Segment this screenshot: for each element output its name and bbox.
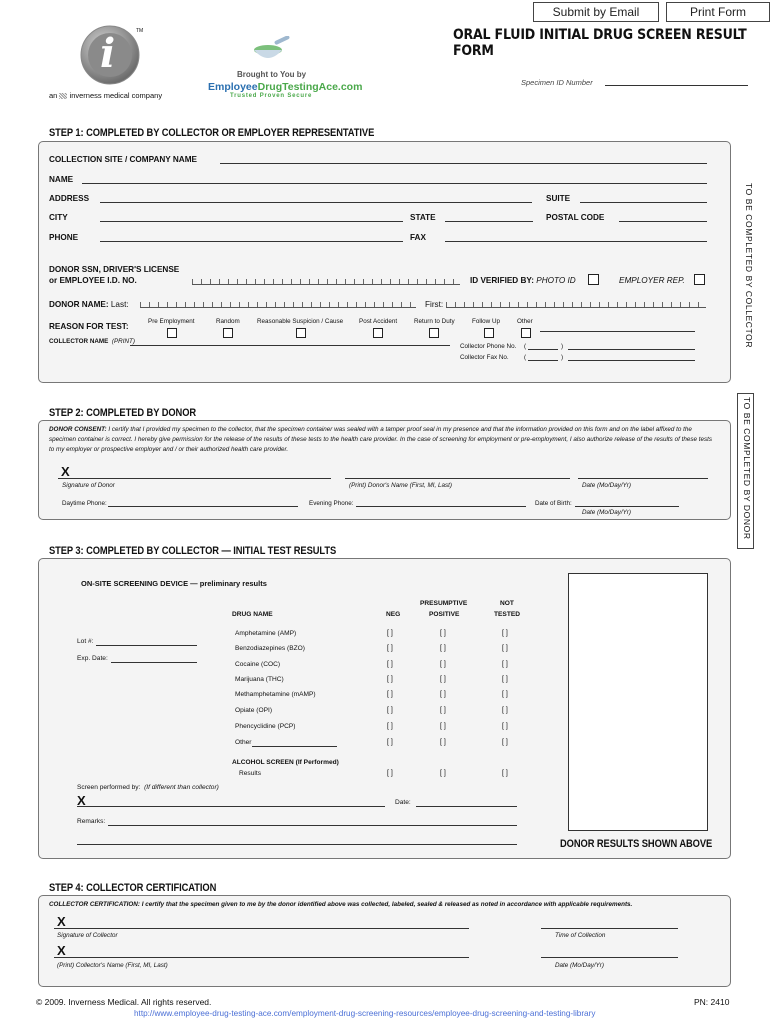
donor-name-label — [49, 300, 129, 309]
reason-random-label: Random — [216, 318, 240, 325]
alcohol-pos-checkbox[interactable]: [ ] — [440, 770, 446, 777]
not-header: NOT — [500, 600, 514, 607]
footer-link[interactable]: http://www.employee-drug-testing-ace.com/employment-drug-screening-resources/employee-drug-screening-and-testing-library — [134, 1009, 596, 1018]
donor-name-text: DONOR NAME: — [49, 300, 109, 309]
reason-other-label: Other — [517, 318, 533, 325]
brand-tagline: Trusted Proven Secure — [230, 93, 313, 99]
photo-id-text: PHOTO ID — [536, 276, 576, 285]
collector-name-field[interactable] — [130, 345, 450, 346]
coc-neg-checkbox[interactable]: [ ] — [387, 661, 393, 668]
collector-signature-label: Signature of Collector — [57, 932, 118, 939]
screen-performed-label — [77, 784, 219, 791]
lot-label: Lot #: — [77, 638, 94, 645]
employer-rep-checkbox[interactable] — [694, 274, 705, 285]
device-label: ON-SITE SCREENING DEVICE — preliminary results — [81, 579, 267, 588]
last-name-label: Last: — [110, 300, 129, 309]
city-label: CITY — [49, 213, 68, 222]
inverness-logo — [78, 24, 144, 91]
alcohol-neg-checkbox[interactable]: [ ] — [387, 770, 393, 777]
collector-fax-paren-open: ( — [524, 354, 527, 361]
fax-field[interactable] — [445, 241, 707, 242]
collector-certification-label: COLLECTOR CERTIFICATION: — [49, 901, 140, 908]
company-mark-icon — [59, 93, 67, 99]
collector-certification-text: I certify that the specimen given to me by the donor identified above was collected, labeled, sealed & released as noted in accordance with applicable requirements. — [141, 901, 633, 908]
company-line — [49, 91, 162, 100]
reason-post-accident-checkbox[interactable] — [373, 328, 383, 338]
coc-pos-checkbox[interactable]: [ ] — [440, 661, 446, 668]
collector-certification — [49, 900, 719, 910]
copyright: © 2009. Inverness Medical. All rights reserved. — [36, 997, 212, 1007]
first-name-label: First: — [425, 300, 444, 309]
ssn-field[interactable] — [192, 276, 460, 285]
thc-neg-checkbox[interactable]: [ ] — [387, 676, 393, 683]
donor-consent-label: DONOR CONSENT: — [49, 426, 107, 433]
step2-side-label: TO BE COMPLETED BY DONOR — [742, 397, 752, 540]
pcp-pos-checkbox[interactable]: [ ] — [440, 723, 446, 730]
alcohol-screen-label: ALCOHOL SCREEN (If Performed) — [232, 759, 339, 766]
company-name: inverness medical company — [69, 91, 163, 100]
other-nt-checkbox[interactable]: [ ] — [502, 739, 508, 746]
part-number: PN: 2410 — [694, 997, 730, 1007]
drug-coc: Cocaine (COC) — [235, 661, 281, 668]
fax-label: FAX — [410, 233, 426, 242]
donor-results-box — [568, 573, 708, 831]
time-of-collection-label: Time of Collection — [555, 932, 606, 939]
screen-performed-note: (If different than collector) — [144, 784, 219, 791]
id-verified-text: ID VERIFIED BY: — [470, 276, 534, 285]
collector-name-x: X — [57, 943, 66, 958]
dob-label: Date of Birth: — [535, 500, 572, 507]
collector-phone-paren-open: ( — [524, 343, 527, 350]
collector-fax-area-field[interactable] — [528, 360, 558, 361]
reason-pre-employment-checkbox[interactable] — [167, 328, 177, 338]
remarks-label: Remarks: — [77, 818, 106, 825]
drug-pcp: Phencyclidine (PCP) — [235, 723, 296, 730]
collector-phone-label: Collector Phone No. — [460, 343, 517, 350]
exp-date-field[interactable] — [111, 662, 197, 663]
reason-suspicion-checkbox[interactable] — [296, 328, 306, 338]
step3-heading: STEP 3: COMPLETED BY COLLECTOR — INITIAL TEST RESULTS — [49, 545, 337, 557]
collector-signature-x: X — [57, 914, 66, 929]
opi-neg-checkbox[interactable]: [ ] — [387, 707, 393, 714]
reason-follow-up-label: Follow Up — [472, 318, 500, 325]
screen-performed-x: X — [77, 793, 86, 808]
address-field[interactable] — [100, 202, 532, 203]
opi-pos-checkbox[interactable]: [ ] — [440, 707, 446, 714]
amp-nt-checkbox[interactable]: [ ] — [502, 630, 508, 637]
reason-label: REASON FOR TEST: — [49, 322, 129, 331]
bzo-pos-checkbox[interactable]: [ ] — [440, 645, 446, 652]
amp-pos-checkbox[interactable]: [ ] — [440, 630, 446, 637]
drug-other-field[interactable] — [252, 746, 337, 747]
collector-phone-area-field[interactable] — [528, 349, 558, 350]
step2-heading: STEP 2: COMPLETED BY DONOR — [49, 407, 197, 419]
photo-id-checkbox[interactable] — [588, 274, 599, 285]
reason-return-duty-checkbox[interactable] — [429, 328, 439, 338]
name-label: NAME — [49, 175, 74, 184]
screen-date-field[interactable] — [416, 806, 517, 807]
evening-phone-field[interactable] — [356, 506, 526, 507]
drug-opi: Opiate (OPI) — [235, 707, 273, 714]
donor-date-label: Date (Mo/Day/Yr) — [582, 482, 631, 489]
brought-to-you: Brought to You by — [237, 70, 307, 79]
collector-signature-field[interactable] — [54, 928, 469, 929]
specimen-id-field[interactable] — [605, 85, 748, 86]
remarks-field-2[interactable] — [77, 844, 517, 845]
neg-header: NEG — [386, 611, 401, 618]
donor-date-field[interactable] — [578, 478, 708, 479]
presumptive-header: PRESUMPTIVE — [420, 600, 468, 607]
collector-fax-paren-close: ) — [561, 354, 564, 361]
drug-other: Other — [235, 739, 252, 746]
id-verified-label — [470, 276, 576, 285]
brand-part-b: DrugTestingAce.com — [257, 81, 363, 93]
first-name-field[interactable] — [446, 299, 706, 308]
postal-code-label: POSTAL CODE — [546, 213, 605, 222]
phone-field[interactable] — [100, 241, 403, 242]
time-of-collection-field[interactable] — [541, 928, 678, 929]
pcp-nt-checkbox[interactable]: [ ] — [502, 723, 508, 730]
reason-random-checkbox[interactable] — [223, 328, 233, 338]
thc-pos-checkbox[interactable]: [ ] — [440, 676, 446, 683]
last-name-field[interactable] — [140, 299, 416, 308]
step4-heading: STEP 4: COLLECTOR CERTIFICATION — [49, 882, 217, 894]
screen-performed-text: Screen performed by: — [77, 784, 141, 791]
donor-signature-x: X — [61, 464, 70, 479]
reason-pre-employment-label: Pre Employment — [148, 318, 195, 325]
exp-date-label: Exp. Date: — [77, 655, 108, 662]
collector-fax-label: Collector Fax No. — [460, 354, 509, 361]
donor-consent — [49, 425, 719, 455]
state-label: STATE — [410, 213, 436, 222]
mamp-nt-checkbox[interactable]: [ ] — [502, 691, 508, 698]
state-field[interactable] — [445, 221, 533, 222]
bzo-neg-checkbox[interactable]: [ ] — [387, 645, 393, 652]
collection-site-label: COLLECTION SITE / COMPANY NAME — [49, 155, 197, 164]
mortar-pestle-icon — [248, 36, 294, 67]
collection-date-field[interactable] — [541, 957, 678, 958]
collector-fax-field[interactable] — [568, 360, 695, 361]
screen-date-label: Date: — [395, 799, 411, 806]
screen-performed-field[interactable] — [77, 806, 385, 807]
drug-bzo: Benzodiazepines (BZO) — [235, 645, 306, 652]
other-neg-checkbox[interactable]: [ ] — [387, 739, 393, 746]
collector-print-name-field[interactable] — [54, 957, 469, 958]
bzo-nt-checkbox[interactable]: [ ] — [502, 645, 508, 652]
postal-code-field[interactable] — [619, 221, 707, 222]
address-label: ADDRESS — [49, 194, 90, 203]
step1-side-label: TO BE COMPLETED BY COLLECTOR — [744, 183, 754, 349]
evening-phone-label: Evening Phone: — [309, 500, 354, 507]
alcohol-nt-checkbox[interactable]: [ ] — [502, 770, 508, 777]
mamp-pos-checkbox[interactable]: [ ] — [440, 691, 446, 698]
collector-phone-paren-close: ) — [561, 343, 564, 350]
collector-print-name-label: (Print) Collector's Name (First, MI, Last) — [57, 962, 168, 969]
alcohol-results-label: Results — [239, 770, 261, 777]
reason-return-duty-label: Return to Duty — [414, 318, 455, 325]
drug-thc: Marijuana (THC) — [235, 676, 284, 683]
specimen-id-label: Specimen ID Number — [521, 78, 593, 87]
reason-post-accident-label: Post Accident — [359, 318, 398, 325]
reason-follow-up-checkbox[interactable] — [484, 328, 494, 338]
suite-label: SUITE — [546, 194, 571, 203]
lot-field[interactable] — [96, 645, 197, 646]
donor-consent-text: I certify that I provided my specimen to the collector, that the specimen container was sealed with a tamper proof seal in my presence and that the information provided on this form and on the label affixed to the specimen container is correct. I hereby give permission for the release of the results of these tests to the health care provider. In the case of screening for employment or pre-employment, I also authorize release of the results of these tests to my employer or prospective employer and / or their authorized health care provider. — [49, 426, 713, 453]
collector-phone-field[interactable] — [568, 349, 695, 350]
ssn-label-2: or EMPLOYEE I.D. NO. — [49, 276, 137, 285]
city-field[interactable] — [100, 221, 403, 222]
coc-nt-checkbox[interactable]: [ ] — [502, 661, 508, 668]
name-field[interactable] — [82, 183, 707, 184]
trademark: TM — [136, 28, 144, 34]
dob-field[interactable] — [575, 506, 679, 507]
suite-field[interactable] — [580, 202, 707, 203]
reason-other-field[interactable] — [540, 331, 695, 332]
donor-signature-field[interactable] — [58, 478, 331, 479]
collector-name-label — [49, 338, 135, 345]
collector-print-note: (PRINT) — [111, 338, 135, 345]
donor-name-print-field[interactable] — [345, 478, 570, 479]
reason-suspicion-label: Reasonable Suspicion / Cause — [257, 318, 344, 325]
phone-label: PHONE — [49, 233, 79, 242]
brand-part-a: Employee — [208, 81, 258, 93]
tested-header: TESTED — [494, 611, 521, 618]
donor-signature-label: Signature of Donor — [62, 482, 115, 489]
donor-results-label: DONOR RESULTS SHOWN ABOVE — [560, 838, 713, 850]
reason-other-checkbox[interactable] — [521, 328, 531, 338]
form-title: ORAL FLUID INITIAL DRUG SCREEN RESULT FORM — [453, 27, 747, 59]
daytime-phone-label: Daytime Phone: — [62, 500, 107, 507]
other-pos-checkbox[interactable]: [ ] — [440, 739, 446, 746]
logo-letter: i — [100, 30, 116, 77]
drug-mamp: Methamphetamine (mAMP) — [235, 691, 316, 698]
remarks-field-1[interactable] — [108, 825, 517, 826]
collector-name-text: COLLECTOR NAME — [49, 338, 109, 345]
thc-nt-checkbox[interactable]: [ ] — [502, 676, 508, 683]
submit-by-email-button[interactable]: Submit by Email — [533, 2, 659, 22]
daytime-phone-field[interactable] — [108, 506, 298, 507]
amp-neg-checkbox[interactable]: [ ] — [387, 630, 393, 637]
drug-amp: Amphetamine (AMP) — [235, 630, 297, 637]
step1-section — [38, 141, 731, 383]
brand-name — [208, 81, 362, 93]
print-form-button[interactable]: Print Form — [666, 2, 770, 22]
company-prefix: an — [49, 91, 58, 100]
dob-format-label: Date (Mo/Day/Yr) — [582, 509, 631, 516]
collection-date-label: Date (Mo/Day/Yr) — [555, 962, 604, 969]
pcp-neg-checkbox[interactable]: [ ] — [387, 723, 393, 730]
donor-name-print-label: (Print) Donor's Name (First, MI, Last) — [349, 482, 453, 489]
employer-rep-label: EMPLOYER REP. — [619, 276, 685, 285]
collection-site-field[interactable] — [220, 163, 707, 164]
positive-header: POSITIVE — [429, 611, 460, 618]
mamp-neg-checkbox[interactable]: [ ] — [387, 691, 393, 698]
step1-heading: STEP 1: COMPLETED BY COLLECTOR OR EMPLOYER REPRESENTATIVE — [49, 127, 375, 139]
ssn-label-1: DONOR SSN, DRIVER'S LICENSE — [49, 265, 180, 274]
drug-name-header: DRUG NAME — [232, 611, 273, 618]
opi-nt-checkbox[interactable]: [ ] — [502, 707, 508, 714]
